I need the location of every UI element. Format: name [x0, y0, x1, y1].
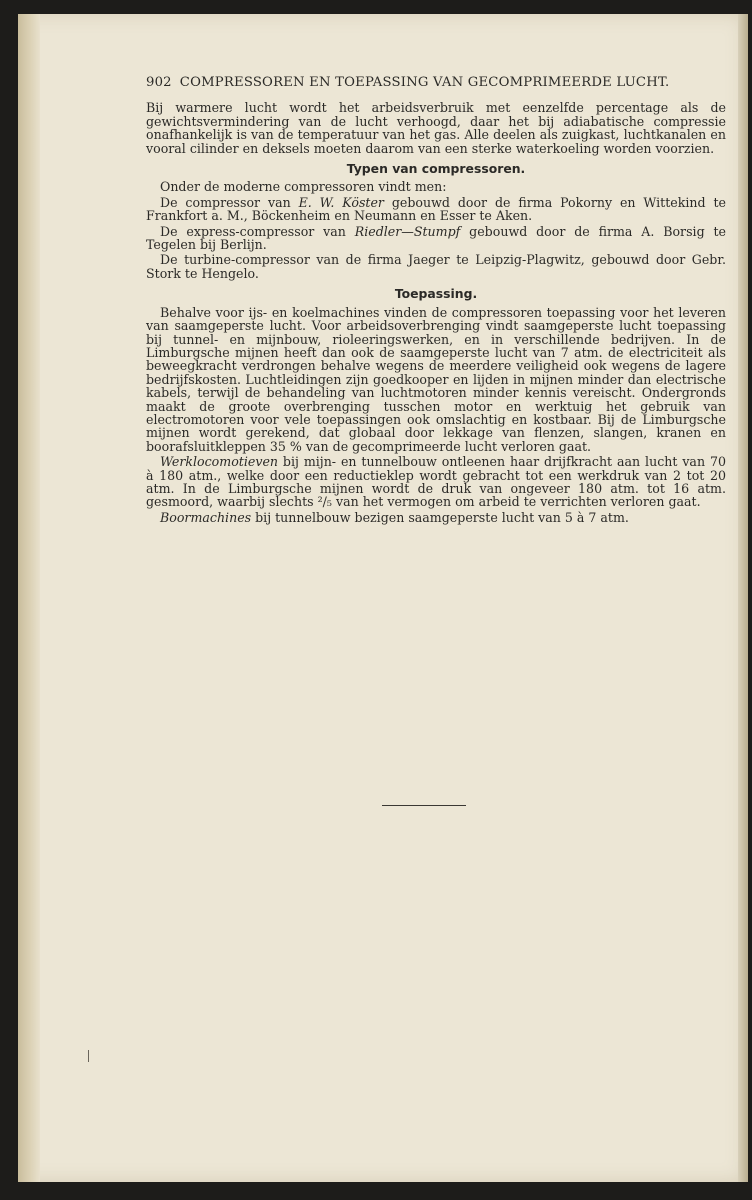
types-intro: Onder de moderne compressoren vindt men:	[160, 179, 447, 195]
section-title-types: Typen van compressoren.	[346, 161, 526, 177]
application-paragraph-3	[146, 511, 726, 524]
text-block	[146, 76, 726, 524]
section-title-application: Toepassing.	[394, 286, 478, 302]
person-name: E. W. Köster	[298, 194, 384, 210]
types-item-riedler	[146, 225, 726, 252]
item-text: gebouwd door de firma Pokorny en Wittekind te Frankfort a. M., Böckenheim en Neumann en Esser te Aken.	[146, 194, 726, 224]
types-item-turbine: De turbine-compressor van de firma Jaeger te Leipzig-Plagwitz, gebouwd door Gebr. Stork te Hengelo.	[146, 252, 726, 281]
types-item-koster	[146, 196, 726, 223]
application-paragraph-2	[146, 455, 726, 509]
section-end-rule	[382, 805, 466, 806]
item-text: gebouwd door de firma A. Borsig te Tegelen bij Berlijn.	[146, 223, 726, 253]
book-gutter	[18, 14, 40, 1182]
term: Werklocomotieven	[160, 454, 279, 470]
paragraph-text: bij tunnelbouw bezigen saamgeperste lucht van 5 à 7 atm.	[251, 509, 629, 525]
item-text: De compressor van	[160, 194, 299, 210]
running-header	[146, 76, 726, 89]
person-name: Riedler—Stumpf	[354, 223, 461, 239]
margin-mark	[88, 1050, 89, 1062]
page-right-edge	[738, 14, 748, 1182]
intro-paragraph: Bij warmere lucht wordt het arbeidsverbruik met eenzelfde percentage als de gewichtsvermindering van de lucht verhoogd, daar het bij adiabatische compressie onafhankelijk is van de temperatuur van het gas. Alle deelen als zuigkast, luchtkanalen en vooral cilinder en deksels moeten daarom van een sterke waterkoeling worden voorzien.	[146, 100, 726, 156]
running-title: COMPRESSOREN EN TOEPASSING VAN GECOMPRIMEERDE LUCHT.	[179, 75, 670, 90]
paragraph-text: bij mijn- en tunnelbouw ontleenen haar drijfkracht aan lucht van 70 à 180 atm., welke door een reductieklep wordt gebracht tot een werkdruk van 2 tot 20 atm. In de Limburgsche mijnen wordt de druk van ongeveer 180 atm. tot 16 atm. gesmoord, waarbij slechts ²/₅ van het vermogen om arbeid te verrichten verloren gaat.	[146, 454, 726, 510]
application-paragraph-1: Behalve voor ijs- en koelmachines vinden de compressoren toepassing voor het leveren van saamgeperste lucht. Voor arbeidsoverbrenging vindt saamgeperste lucht toepassing bij tunnel- en mijnbouw, rioleeringswerken, en in verschillende bedrijven. In de Limburgsche mijnen heeft dan ook de saamgeperste lucht van 7 atm. de electriciteit als beweegkracht verdrongen behalve wegens de meerdere veiligheid ook wegens de lagere bedrijfskosten. Luchtleidingen zijn goedkooper en lijden in mijnen minder dan electrische kabels, terwijl de behandeling van luchtmotoren minder kennis vereischt. Ondergronds maakt de groote overbrenging tusschen motor en werktuig het gebruik van electromotoren voor vele toepassingen ook omslachtig en kostbaar. Bij de Limburgsche mijnen wordt gerekend, dat globaal door lekkage van flenzen, slangen, kranen en boorafsluitkleppen 35 % van de gecomprimeerde lucht verloren gaat.	[146, 304, 726, 454]
page-number: 902	[146, 75, 172, 90]
item-text: De express-compressor van	[160, 223, 355, 239]
term: Boormachines	[160, 509, 252, 525]
